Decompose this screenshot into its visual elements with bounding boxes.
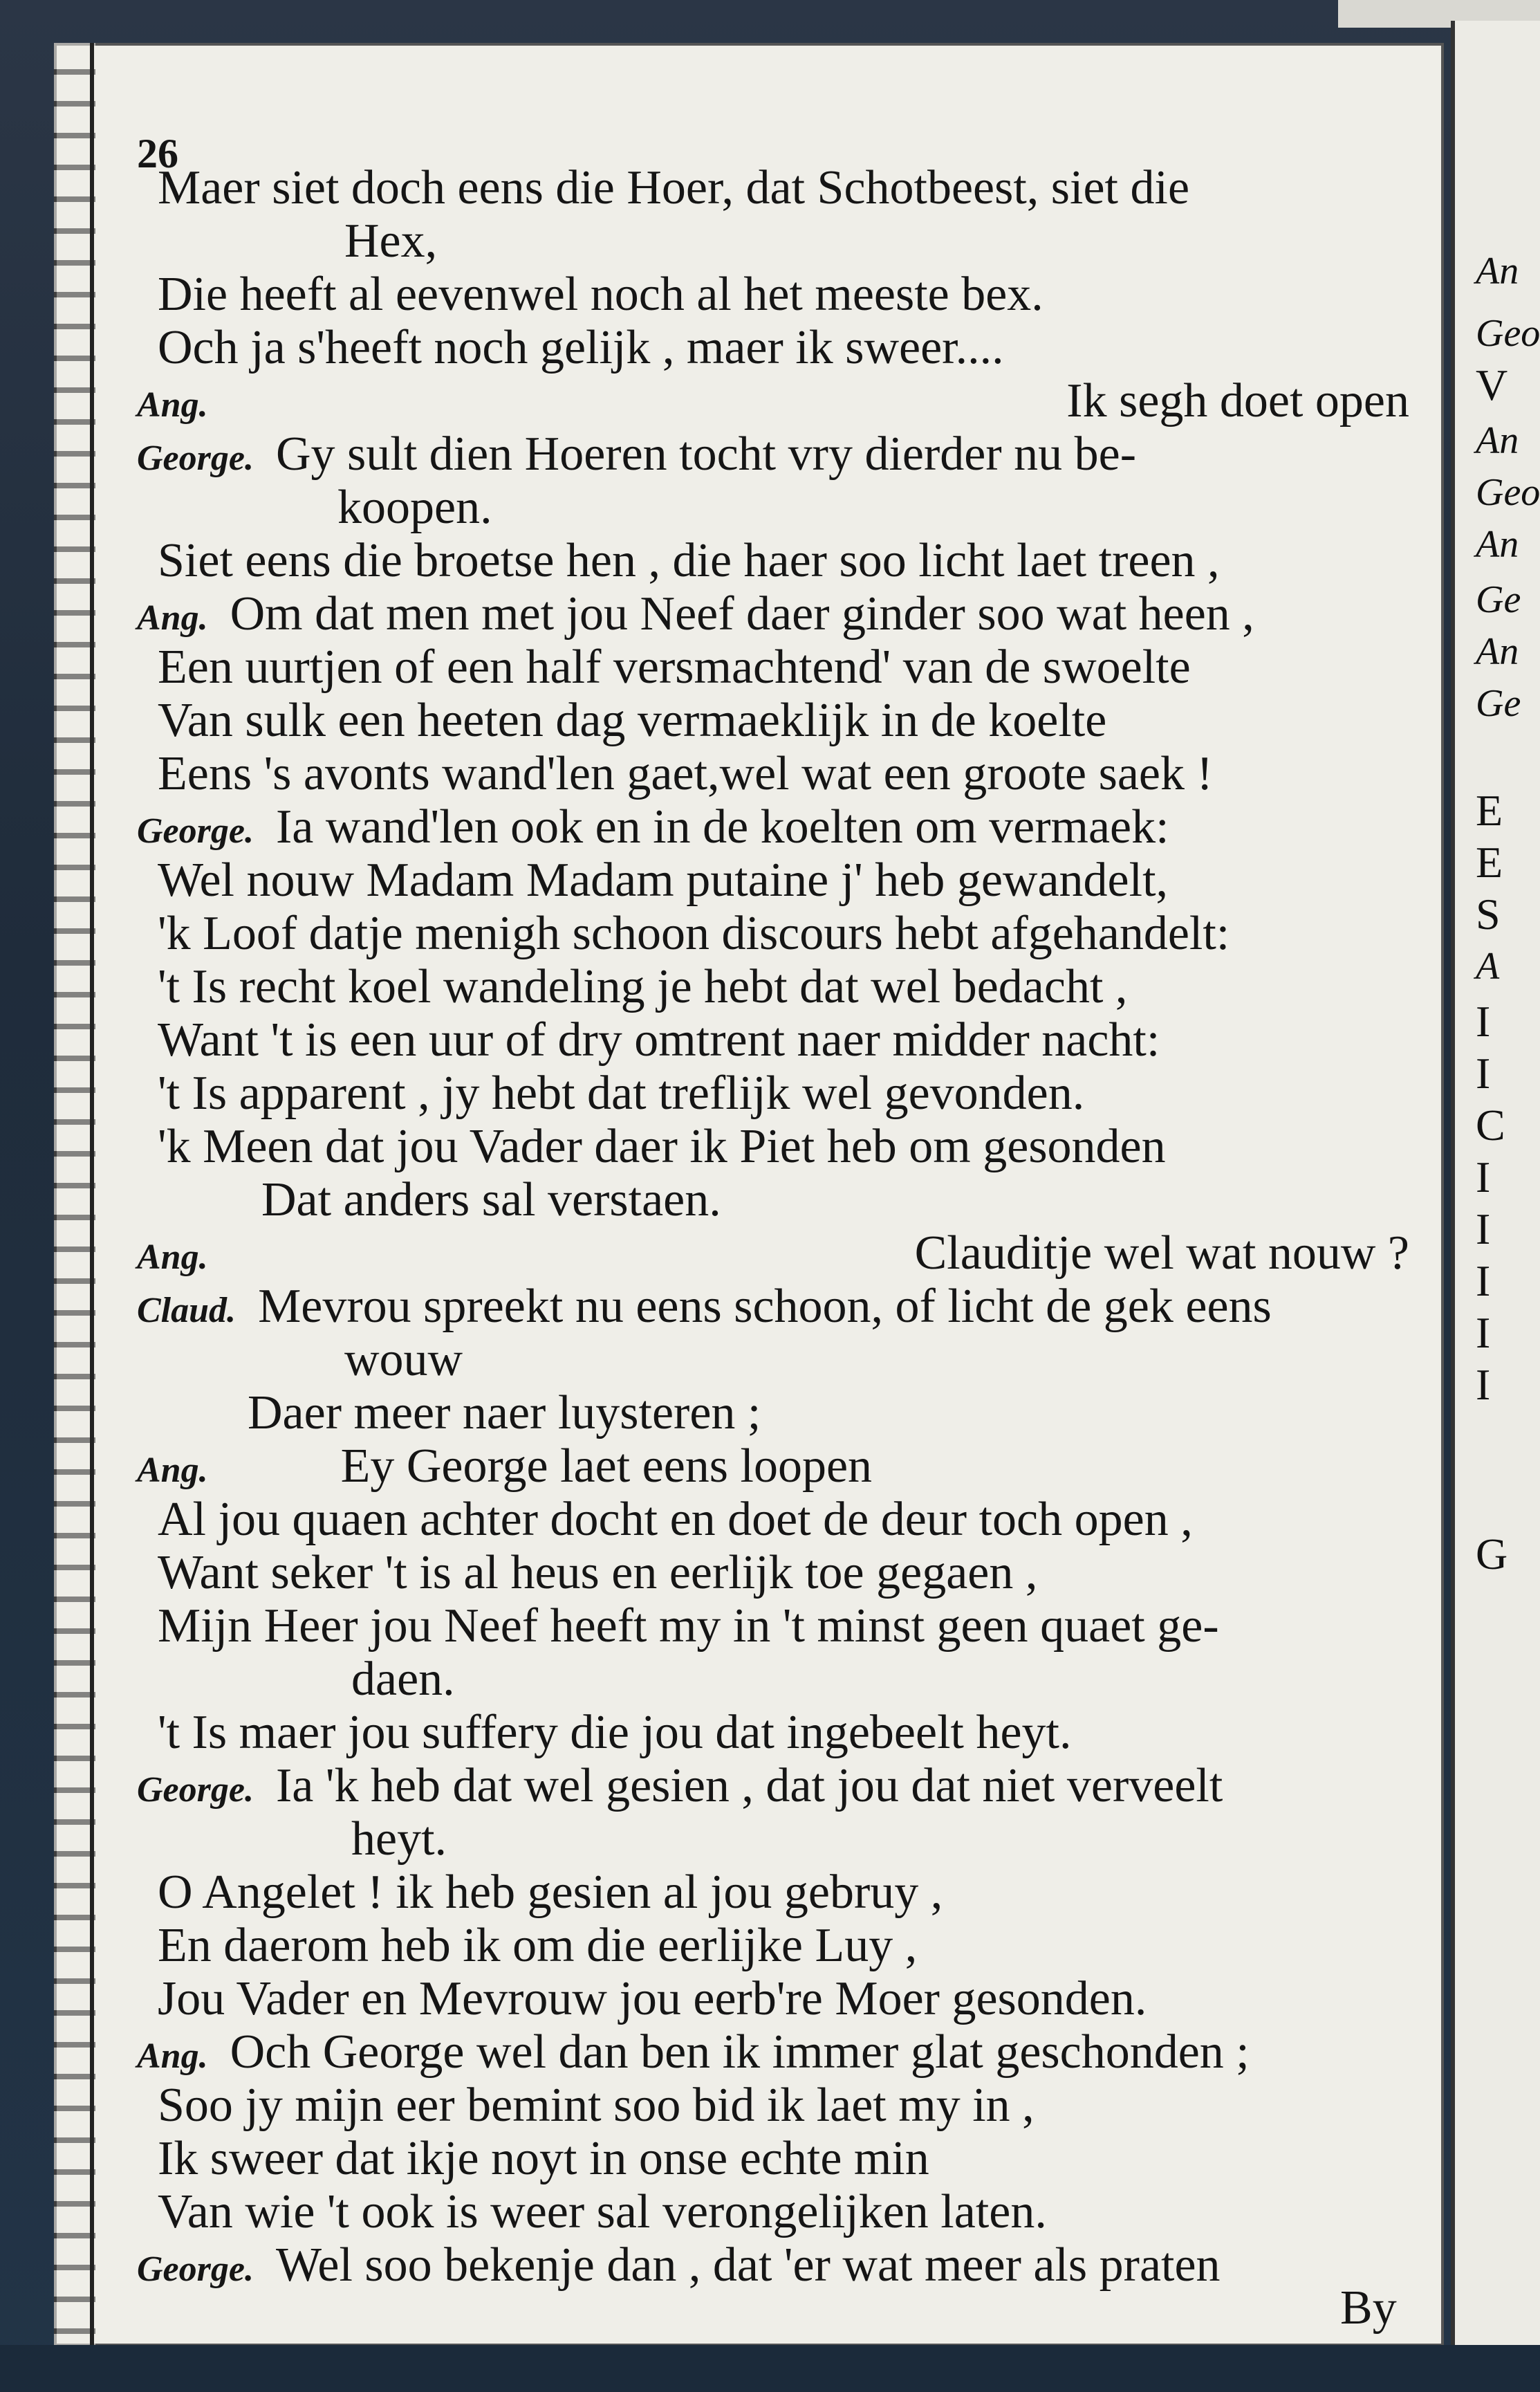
- verse-text: 't Is recht koel wandeling je hebt dat wel bedacht ,: [158, 960, 1128, 1013]
- verse-text: Och ja s'heeft noch gelijk , maer ik sweer....: [158, 321, 1004, 374]
- verse-text: Om dat men met jou Neef daer ginder soo wat heen ,: [230, 587, 1254, 641]
- verse-line: [158, 960, 1128, 1013]
- verse-text: Ia wand'len ook en in de koelten om vermaek:: [275, 800, 1169, 854]
- verse-text: Mijn Heer jou Neef heeft my in 't minst geen quaet ge-: [158, 1599, 1219, 1653]
- verse-text: Een uurtjen of een half versmachtend' van de swoelte: [158, 641, 1191, 694]
- verse-line: [137, 2238, 1221, 2292]
- verse-line: [261, 1173, 721, 1226]
- verse-line: [158, 1120, 1166, 1173]
- verse-line: [137, 1282, 1272, 1331]
- verse-text: Jou Vader en Mevrouw jou eerb're Moer gesonden.: [158, 1972, 1147, 2025]
- adjacent-fragment: An: [1476, 630, 1519, 673]
- adjacent-fragment: I: [1476, 997, 1491, 1046]
- speaker-label: George.: [137, 439, 254, 478]
- verse-text: Van wie 't ook is weer sal verongelijken laten.: [158, 2185, 1047, 2238]
- speaker-label: Claud.: [137, 1291, 236, 1330]
- verse-line: [158, 747, 1213, 800]
- verse-text: koopen.: [337, 481, 492, 534]
- adjacent-fragment: An: [1476, 250, 1519, 293]
- adjacent-fragment: G: [1476, 1529, 1508, 1579]
- verse-line: [158, 534, 1220, 587]
- verse-line: [137, 1226, 1409, 1280]
- verse-line: [158, 1599, 1219, 1653]
- verse-line: [137, 1759, 1223, 1812]
- adjacent-fragment: V: [1476, 360, 1508, 410]
- adjacent-fragment: A: [1476, 945, 1500, 988]
- verse-text: Maer siet doch eens die Hoer, dat Schotbeest, siet die: [158, 161, 1190, 214]
- verse-line: [137, 374, 1409, 427]
- verse-line: [158, 1919, 918, 1972]
- verse-line: [158, 1546, 1038, 1599]
- verse-line: [158, 1069, 1084, 1118]
- verse-line: [158, 2081, 1035, 2130]
- verse-text: O Angelet ! ik heb gesien al jou gebruy ,: [158, 1866, 943, 1919]
- verse-line: [158, 270, 1043, 319]
- verse-text: En daerom heb ik om die eerlijke Luy ,: [158, 1919, 918, 1972]
- verse-line: [158, 2132, 929, 2185]
- verse-text: Clauditje wel wat nouw ?: [914, 1226, 1409, 1280]
- verse-line: [337, 481, 492, 534]
- page-number: 26: [137, 131, 178, 176]
- verse-line: [158, 1706, 1072, 1759]
- verse-text: Ik segh doet open: [1066, 374, 1409, 427]
- verse-line: [351, 1655, 455, 1704]
- verse-line: [158, 1013, 1160, 1067]
- adjacent-fragment: E: [1476, 786, 1503, 835]
- verse-text: daen.: [351, 1653, 455, 1706]
- verse-line: [158, 2185, 1047, 2238]
- page-text: [54, 43, 1444, 2346]
- verse-text: 't Is maer jou suffery die jou dat ingebeelt heyt.: [158, 1706, 1072, 1759]
- photo-bottom-edge: [0, 2345, 1540, 2392]
- verse-line: [351, 1812, 447, 1866]
- verse-text: 'k Loof datje menigh schoon discours hebt afgehandelt:: [158, 907, 1230, 960]
- verse-line: [344, 214, 438, 268]
- verse-text: wouw: [344, 1333, 463, 1386]
- verse-line: [137, 2025, 1250, 2079]
- verse-text: Daer meer naer luysteren ;: [248, 1386, 761, 1439]
- speaker-label: George.: [137, 811, 254, 851]
- verse-line: [137, 427, 1137, 481]
- adjacent-fragment: I: [1476, 1360, 1491, 1409]
- verse-line: [158, 694, 1107, 747]
- catchword: By: [1340, 2281, 1397, 2335]
- book-page: [54, 43, 1444, 2346]
- adjacent-fragment: I: [1476, 1256, 1491, 1305]
- adjacent-fragment: E: [1476, 838, 1503, 887]
- verse-line: [158, 321, 1004, 374]
- verse-line: [158, 1972, 1147, 2025]
- speaker-label: Ang.: [137, 598, 208, 638]
- verse-line: [158, 907, 1230, 960]
- adjacent-fragment: I: [1476, 1204, 1491, 1253]
- verse-text: Och George wel dan ben ik immer glat geschonden ;: [230, 2025, 1250, 2079]
- verse-text: Want seker 't is al heus en eerlijk toe gegaen ,: [158, 1546, 1038, 1599]
- adjacent-fragment: C: [1476, 1101, 1505, 1150]
- speaker-label: George.: [137, 1770, 254, 1810]
- adjacent-fragment: I: [1476, 1152, 1491, 1202]
- adjacent-page: [1451, 21, 1540, 2345]
- verse-text: Mevrou spreekt nu eens schoon, of licht de gek eens: [258, 1280, 1272, 1333]
- verse-text: Ik sweer dat ikje noyt in onse echte min: [158, 2132, 929, 2185]
- verse-text: Van sulk een heeten dag vermaeklijk in de koelte: [158, 694, 1107, 747]
- verse-line: [344, 1333, 463, 1386]
- verse-line: [158, 161, 1190, 214]
- adjacent-fragment: Geo: [1476, 312, 1540, 355]
- verse-text: Wel nouw Madam Madam putaine j' heb gewandelt,: [158, 854, 1169, 907]
- verse-text: Hex,: [344, 214, 438, 268]
- verse-line: [137, 800, 1169, 854]
- adjacent-fragment: An: [1476, 523, 1519, 566]
- verse-text: Die heeft al eevenwel noch al het meeste bex.: [158, 268, 1043, 321]
- adjacent-fragment: I: [1476, 1049, 1491, 1098]
- verse-text: 't Is apparent , jy hebt dat treflijk wel gevonden.: [158, 1067, 1085, 1120]
- verse-line: [137, 1439, 1409, 1493]
- adjacent-fragment: Geo: [1476, 471, 1540, 514]
- verse-line: [158, 856, 1168, 905]
- verse-text: Al jou quaen achter docht en doet de deur toch open ,: [158, 1493, 1193, 1546]
- verse-text: Ey George laet eens loopen: [340, 1439, 873, 1493]
- verse-text: Ia 'k heb dat wel gesien , dat jou dat niet verveelt: [275, 1759, 1223, 1812]
- speaker-label: Ang.: [137, 385, 208, 425]
- verse-line: [137, 587, 1254, 641]
- verse-text: 'k Meen dat jou Vader daer ik Piet heb om gesonden: [158, 1120, 1166, 1173]
- verse-text: Siet eens die broetse hen , die haer soo licht laet treen ,: [158, 534, 1220, 587]
- verse-text: Want 't is een uur of dry omtrent naer midder nacht:: [158, 1013, 1160, 1067]
- adjacent-fragment: Ge: [1476, 578, 1521, 621]
- speaker-label: George.: [137, 2250, 254, 2289]
- adjacent-fragment: I: [1476, 1308, 1491, 1357]
- adjacent-fragment: S: [1476, 890, 1501, 939]
- verse-text: Eens 's avonts wand'len gaet,wel wat een groote saek !: [158, 747, 1213, 800]
- verse-line: [158, 1868, 943, 1917]
- speaker-label: Ang.: [137, 2036, 208, 2076]
- verse-line: [158, 643, 1191, 692]
- verse-text: Gy sult dien Hoeren tocht vry dierder nu be-: [275, 427, 1137, 481]
- verse-text: Soo jy mijn eer bemint soo bid ik laet my in ,: [158, 2079, 1035, 2132]
- verse-line: [158, 1493, 1193, 1546]
- verse-text: Wel soo bekenje dan , dat 'er wat meer als praten: [275, 2238, 1221, 2292]
- speaker-label: Ang.: [137, 1238, 208, 1277]
- adjacent-fragment: Ge: [1476, 682, 1521, 725]
- verse-text: heyt.: [351, 1812, 447, 1866]
- verse-text: Dat anders sal verstaen.: [261, 1173, 721, 1226]
- adjacent-fragment: An: [1476, 419, 1519, 462]
- speaker-label: Ang.: [137, 1451, 208, 1490]
- verse-line: [248, 1386, 761, 1439]
